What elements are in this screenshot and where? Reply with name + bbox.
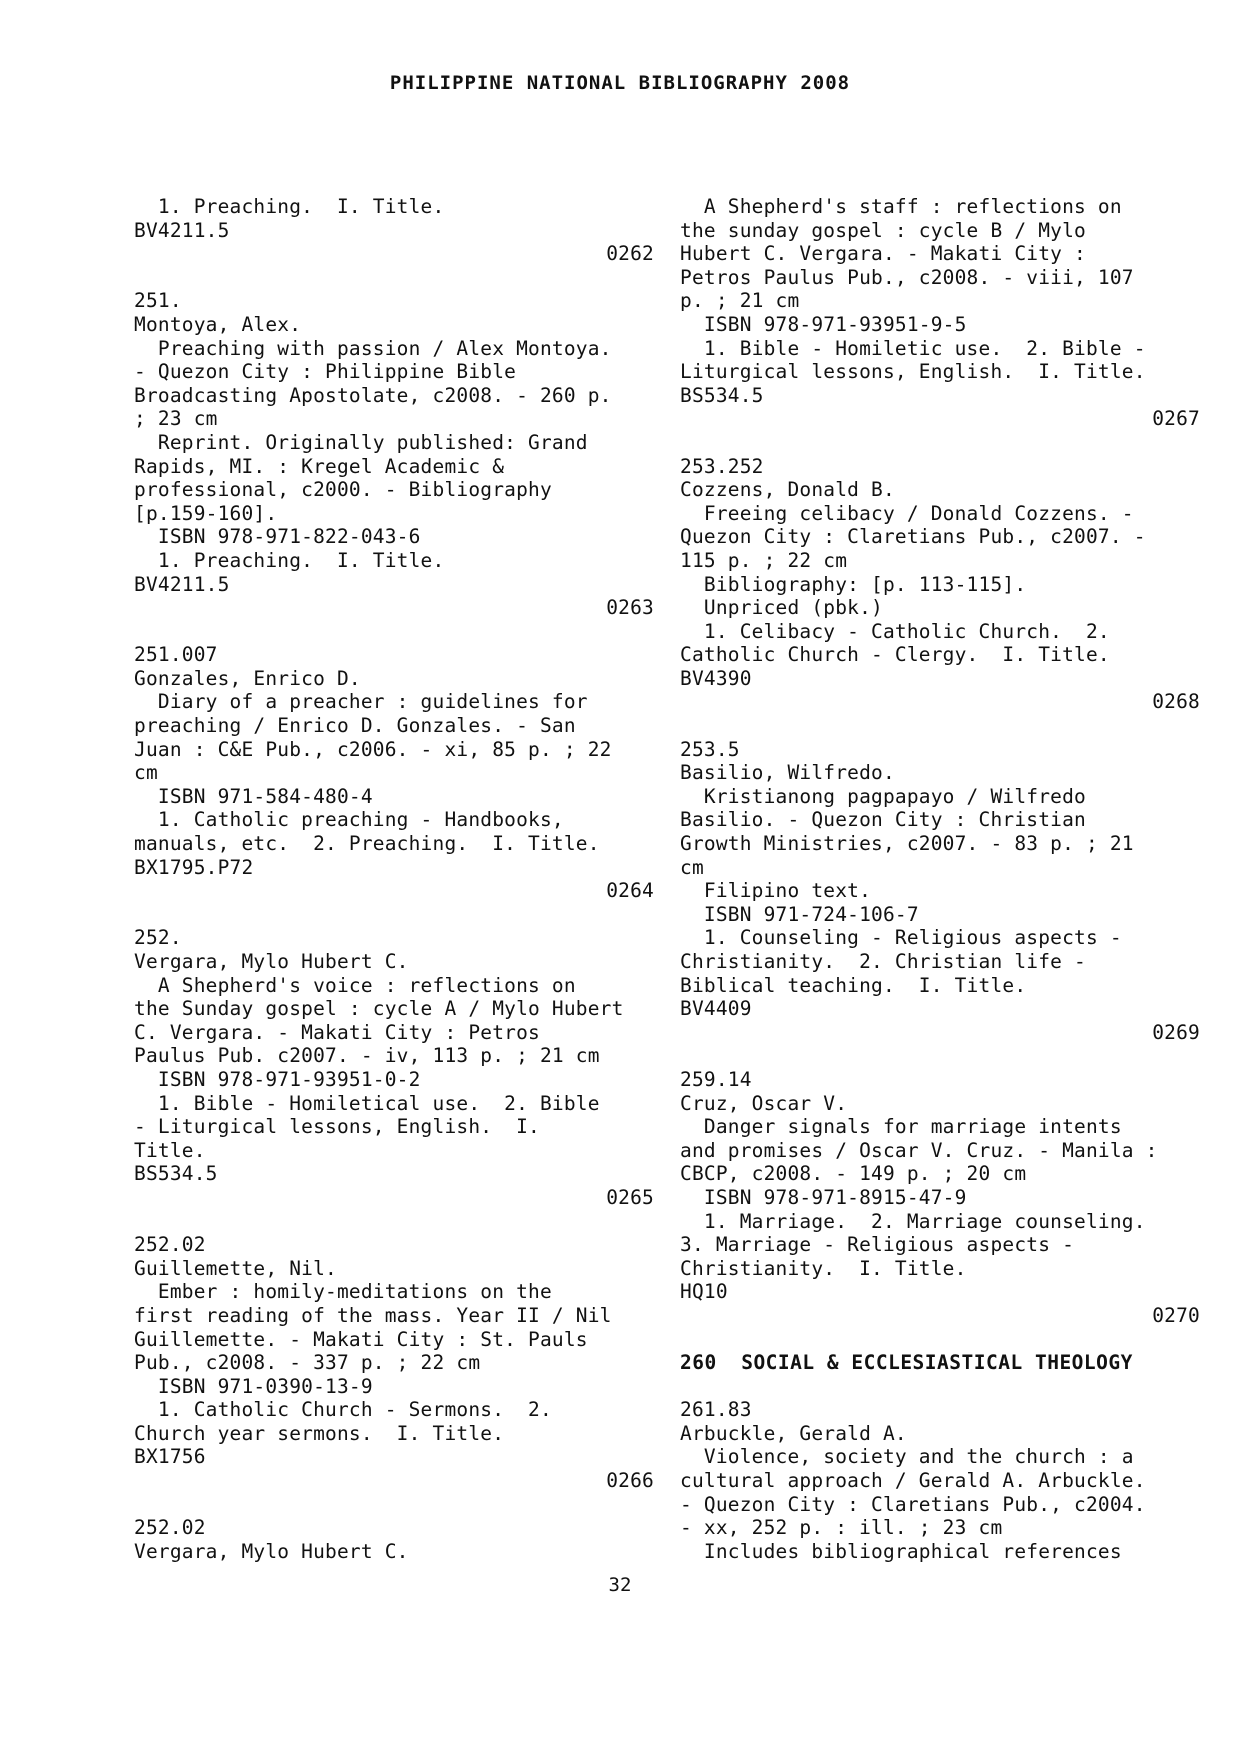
entry-line: 1. Counseling - Religious aspects - bbox=[680, 926, 1122, 950]
entry-line: 251. bbox=[134, 289, 182, 313]
entry-spacer bbox=[680, 1375, 1200, 1399]
entry-line: Preaching with passion / Alex Montoya. bbox=[134, 336, 612, 360]
entry-line: Juan : C&E Pub., c2006. - xi, 85 p. ; 22 bbox=[134, 737, 612, 761]
entry-line: Unpriced (pbk.) bbox=[680, 596, 883, 620]
entry-line: A Shepherd's staff : reflections on bbox=[680, 195, 1122, 218]
entry-line: HQ10 bbox=[680, 1280, 728, 1304]
entry-number: 0265 bbox=[606, 1185, 654, 1209]
entry-line: Diary of a preacher : guidelines for bbox=[134, 690, 588, 714]
entry-spacer bbox=[680, 1044, 1200, 1068]
entry-line: Pub., c2008. - 337 p. ; 22 cm bbox=[134, 1351, 481, 1375]
entry-line: Liturgical lessons, English. I. Title. bbox=[680, 360, 1146, 384]
entry-line: Arbuckle, Gerald A. bbox=[680, 1421, 907, 1445]
entry-line: first reading of the mass. Year II / Nil bbox=[134, 1303, 612, 1327]
entry-spacer bbox=[680, 431, 1200, 455]
entry-line: 261.83 bbox=[680, 1398, 752, 1422]
entry-line: ISBN 971-0390-13-9 bbox=[134, 1374, 373, 1398]
entry-line: 1. Catholic preaching - Handbooks, bbox=[134, 808, 564, 832]
entry-line: Guillemette. - Makati City : St. Pauls bbox=[134, 1327, 588, 1351]
entry-line: C. Vergara. - Makati City : Petros bbox=[134, 1020, 540, 1044]
entry-line: ISBN 978-971-93951-0-2 bbox=[134, 1067, 421, 1091]
entry-line: Church year sermons. I. Title. bbox=[134, 1421, 505, 1445]
entry-line: 115 p. ; 22 cm bbox=[680, 548, 848, 572]
entry-line: - Quezon City : Philippine Bible bbox=[134, 360, 517, 384]
entry-number: 0269 bbox=[1152, 1020, 1200, 1044]
entry-line: Paulus Pub. c2007. - iv, 113 p. ; 21 cm bbox=[134, 1044, 600, 1068]
entry-line: 1. Preaching. I. Title. bbox=[134, 195, 445, 218]
entry-line: Montoya, Alex. bbox=[134, 312, 302, 336]
entry-spacer bbox=[680, 714, 1200, 738]
entry-line: 1. Celibacy - Catholic Church. 2. bbox=[680, 619, 1110, 643]
entry-line: CBCP, c2008. - 149 p. ; 20 cm bbox=[680, 1162, 1027, 1186]
entry-spacer bbox=[134, 1210, 654, 1234]
entry-line: BV4409 bbox=[680, 997, 752, 1021]
entry-line: Cruz, Oscar V. bbox=[680, 1091, 848, 1115]
entry-line: Violence, society and the church : a bbox=[680, 1445, 1134, 1469]
entry-line: - xx, 252 p. : ill. ; 23 cm bbox=[680, 1516, 1003, 1540]
entry-line: ISBN 971-724-106-7 bbox=[680, 902, 919, 926]
entry-line: Bibliography: [p. 113-115]. bbox=[680, 572, 1027, 596]
entry-line: 253.5 bbox=[680, 737, 740, 761]
entry-spacer bbox=[134, 903, 654, 927]
entry-line: Basilio. - Quezon City : Christian bbox=[680, 808, 1086, 832]
entry-line: Gonzales, Enrico D. bbox=[134, 666, 361, 690]
entry-line: Catholic Church - Clergy. I. Title. bbox=[680, 643, 1110, 667]
entry-line: Guillemette, Nil. bbox=[134, 1256, 337, 1280]
entry-line: the Sunday gospel : cycle A / Mylo Hubert bbox=[134, 997, 624, 1021]
entry-line: Vergara, Mylo Hubert C. bbox=[134, 950, 409, 973]
entry-line: 1. Catholic Church - Sermons. 2. bbox=[134, 1398, 552, 1422]
entry-line: 259.14 bbox=[680, 1067, 752, 1091]
entry-line: Cozzens, Donald B. bbox=[680, 478, 895, 502]
entry-line: - Quezon City : Claretians Pub., c2004. bbox=[680, 1492, 1146, 1516]
entry-number: 0262 bbox=[606, 242, 654, 266]
entry-number: 0264 bbox=[606, 879, 654, 903]
entry-line: 1. Bible - Homiletical use. 2. Bible bbox=[134, 1091, 600, 1115]
entry-line: 3. Marriage - Religious aspects - bbox=[680, 1233, 1075, 1257]
entry-line: Vergara, Mylo Hubert C. bbox=[134, 1539, 409, 1563]
entry-line: ISBN 978-971-93951-9-5 bbox=[680, 312, 967, 336]
entry-line: ISBN 971-584-480-4 bbox=[134, 784, 373, 808]
entry-line: BV4211.5 bbox=[134, 218, 230, 242]
entry-line: [p.159-160]. bbox=[134, 501, 278, 525]
entry-number: 0268 bbox=[1152, 690, 1200, 714]
entry-line: Filipino text. bbox=[680, 879, 872, 903]
entry-line: 251.007 bbox=[134, 643, 218, 667]
entry-line: Christianity. I. Title. bbox=[680, 1256, 967, 1280]
entry-line: professional, c2000. - Bibliography bbox=[134, 478, 552, 502]
right-column bbox=[680, 195, 1200, 1563]
entry-line: Includes bibliographical references bbox=[680, 1539, 1122, 1563]
entry-line: Biblical teaching. I. Title. bbox=[680, 973, 1027, 997]
page-number: 32 bbox=[608, 1574, 632, 1596]
entry-spacer bbox=[680, 1328, 1200, 1352]
entry-line: ; 23 cm bbox=[134, 407, 218, 431]
entry-line: Title. bbox=[134, 1138, 206, 1162]
entry-line: cm bbox=[134, 761, 158, 785]
entry-line: Rapids, MI. : Kregel Academic & bbox=[134, 454, 505, 478]
entry-line: BX1795.P72 bbox=[134, 855, 254, 879]
entry-line: Petros Paulus Pub., c2008. - viii, 107 bbox=[680, 265, 1134, 289]
entry-line: BX1756 bbox=[134, 1445, 206, 1469]
entry-line: Basilio, Wilfredo. bbox=[680, 761, 895, 785]
entry-spacer bbox=[134, 266, 654, 290]
entry-line: Freeing celibacy / Donald Cozzens. - bbox=[680, 501, 1134, 525]
entry-number: 0267 bbox=[1152, 407, 1200, 431]
entry-line: 252.02 bbox=[134, 1233, 206, 1257]
entry-line: - Liturgical lessons, English. I. bbox=[134, 1115, 540, 1139]
entry-line: Hubert C. Vergara. - Makati City : bbox=[680, 242, 1086, 266]
entry-line: ISBN 978-971-8915-47-9 bbox=[680, 1185, 967, 1209]
entry-number: 0270 bbox=[1152, 1303, 1200, 1327]
page-header: PHILIPPINE NATIONAL BIBLIOGRAPHY 2008 bbox=[389, 72, 851, 94]
entry-line: 252. bbox=[134, 926, 182, 950]
entry-line: the sunday gospel : cycle B / Mylo bbox=[680, 218, 1086, 242]
entry-line: cultural approach / Gerald A. Arbuckle. bbox=[680, 1469, 1146, 1493]
entry-line: ISBN 978-971-822-043-6 bbox=[134, 525, 421, 549]
section-heading: 260 SOCIAL & ECCLESIASTICAL THEOLOGY bbox=[680, 1351, 1133, 1375]
entry-line: Ember : homily-meditations on the bbox=[134, 1280, 552, 1304]
entry-line: Danger signals for marriage intents bbox=[680, 1115, 1122, 1139]
entry-line: preaching / Enrico D. Gonzales. - San bbox=[134, 714, 576, 738]
entry-line: BV4211.5 bbox=[134, 572, 230, 596]
entry-line: 253.252 bbox=[680, 454, 764, 478]
entry-spacer bbox=[134, 1493, 654, 1517]
entry-line: A Shepherd's voice : reflections on bbox=[134, 973, 576, 997]
entry-line: and promises / Oscar V. Cruz. - Manila : bbox=[680, 1138, 1158, 1162]
entry-line: manuals, etc. 2. Preaching. I. Title. bbox=[134, 832, 600, 856]
entry-line: BV4390 bbox=[680, 666, 752, 690]
entry-line: Quezon City : Claretians Pub., c2007. - bbox=[680, 525, 1146, 549]
entry-line: Growth Ministries, c2007. - 83 p. ; 21 bbox=[680, 832, 1134, 856]
entry-line: BS534.5 bbox=[134, 1162, 218, 1186]
entry-line: cm bbox=[680, 855, 704, 879]
entry-line: 1. Bible - Homiletic use. 2. Bible - bbox=[680, 336, 1146, 360]
entry-line: 1. Preaching. I. Title. bbox=[134, 548, 445, 572]
entry-line: Reprint. Originally published: Grand bbox=[134, 430, 588, 454]
entry-line: 252.02 bbox=[134, 1516, 206, 1540]
entry-number: 0263 bbox=[606, 596, 654, 620]
entry-line: Broadcasting Apostolate, c2008. - 260 p. bbox=[134, 383, 612, 407]
entry-line: 1. Marriage. 2. Marriage counseling. bbox=[680, 1209, 1146, 1233]
entry-line: Christianity. 2. Christian life - bbox=[680, 950, 1086, 973]
entry-spacer bbox=[134, 620, 654, 644]
entry-number: 0266 bbox=[606, 1469, 654, 1493]
entry-line: p. ; 21 cm bbox=[680, 289, 800, 313]
entry-line: Kristianong pagpapayo / Wilfredo bbox=[680, 784, 1086, 808]
left-column bbox=[134, 195, 654, 1563]
entry-line: BS534.5 bbox=[680, 383, 764, 407]
